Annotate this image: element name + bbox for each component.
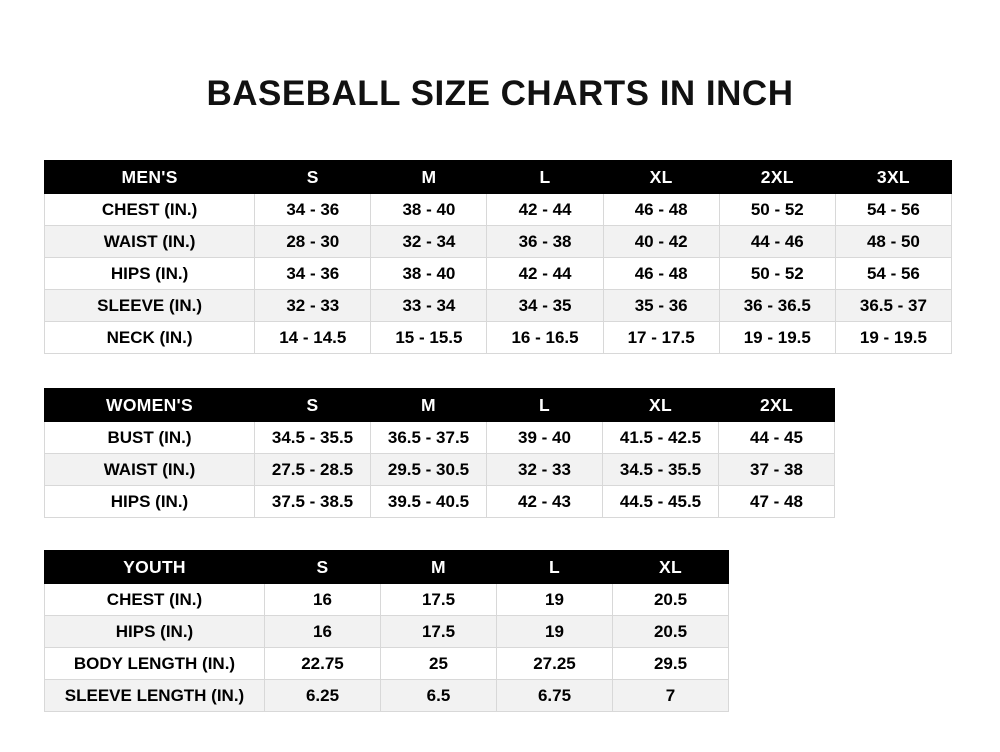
table-cell: 46 - 48	[603, 258, 719, 290]
table-cell: 27.25	[497, 648, 613, 680]
column-header: 3XL	[835, 161, 951, 194]
row-label: NECK (IN.)	[45, 322, 255, 354]
table-cell: 42 - 44	[487, 258, 603, 290]
table-row	[45, 290, 952, 322]
table-cell: 17.5	[381, 616, 497, 648]
row-label: SLEEVE LENGTH (IN.)	[45, 680, 265, 712]
table-cell: 22.75	[265, 648, 381, 680]
table-cell: 42 - 44	[487, 194, 603, 226]
table-cell: 16	[265, 616, 381, 648]
table-cell: 46 - 48	[603, 194, 719, 226]
table-cell: 19	[497, 616, 613, 648]
row-label: HIPS (IN.)	[45, 258, 255, 290]
table-row	[45, 584, 729, 616]
table-cell: 34 - 36	[255, 194, 371, 226]
table-cell: 14 - 14.5	[255, 322, 371, 354]
table-row	[45, 194, 952, 226]
table-row	[45, 680, 729, 712]
table-cell: 54 - 56	[835, 258, 951, 290]
table-cell: 48 - 50	[835, 226, 951, 258]
column-header: WOMEN'S	[45, 389, 255, 422]
column-header: 2XL	[719, 389, 835, 422]
table-cell: 38 - 40	[371, 258, 487, 290]
table-cell: 16	[265, 584, 381, 616]
table-header-row	[45, 389, 835, 422]
row-label: HIPS (IN.)	[45, 486, 255, 518]
table-cell: 34 - 35	[487, 290, 603, 322]
table-cell: 50 - 52	[719, 258, 835, 290]
table-cell: 41.5 - 42.5	[603, 422, 719, 454]
table-row	[45, 226, 952, 258]
table-row	[45, 454, 835, 486]
column-header: YOUTH	[45, 551, 265, 584]
column-header: XL	[603, 389, 719, 422]
row-label: BODY LENGTH (IN.)	[45, 648, 265, 680]
table-cell: 25	[381, 648, 497, 680]
column-header: XL	[613, 551, 729, 584]
row-label: CHEST (IN.)	[45, 194, 255, 226]
table-cell: 40 - 42	[603, 226, 719, 258]
column-header: L	[497, 551, 613, 584]
table-cell: 38 - 40	[371, 194, 487, 226]
column-header: M	[371, 161, 487, 194]
table-cell: 42 - 43	[487, 486, 603, 518]
table-cell: 34 - 36	[255, 258, 371, 290]
table-cell: 47 - 48	[719, 486, 835, 518]
table-row	[45, 258, 952, 290]
table-cell: 19	[497, 584, 613, 616]
table-cell: 28 - 30	[255, 226, 371, 258]
table-row	[45, 422, 835, 454]
table-cell: 32 - 33	[487, 454, 603, 486]
tables-container	[0, 160, 1000, 712]
row-label: HIPS (IN.)	[45, 616, 265, 648]
column-header: M	[381, 551, 497, 584]
column-header: S	[255, 161, 371, 194]
table-cell: 32 - 33	[255, 290, 371, 322]
table-cell: 16 - 16.5	[487, 322, 603, 354]
table-row	[45, 322, 952, 354]
table-cell: 36 - 38	[487, 226, 603, 258]
table-cell: 6.75	[497, 680, 613, 712]
table-row	[45, 648, 729, 680]
table-cell: 39 - 40	[487, 422, 603, 454]
table-cell: 34.5 - 35.5	[255, 422, 371, 454]
column-header: XL	[603, 161, 719, 194]
row-label: BUST (IN.)	[45, 422, 255, 454]
table-cell: 37.5 - 38.5	[255, 486, 371, 518]
youth-size-table	[44, 550, 729, 712]
table-cell: 15 - 15.5	[371, 322, 487, 354]
column-header: L	[487, 161, 603, 194]
row-label: CHEST (IN.)	[45, 584, 265, 616]
table-cell: 32 - 34	[371, 226, 487, 258]
table-cell: 17 - 17.5	[603, 322, 719, 354]
table-header-row	[45, 551, 729, 584]
table-cell: 44 - 46	[719, 226, 835, 258]
table-cell: 29.5	[613, 648, 729, 680]
table-row	[45, 486, 835, 518]
table-cell: 27.5 - 28.5	[255, 454, 371, 486]
column-header: S	[255, 389, 371, 422]
column-header: M	[371, 389, 487, 422]
table-cell: 39.5 - 40.5	[371, 486, 487, 518]
table-cell: 6.5	[381, 680, 497, 712]
row-label: WAIST (IN.)	[45, 454, 255, 486]
table-cell: 36.5 - 37	[835, 290, 951, 322]
table-cell: 19 - 19.5	[835, 322, 951, 354]
mens-size-table	[44, 160, 952, 354]
column-header: L	[487, 389, 603, 422]
womens-size-table	[44, 388, 835, 518]
table-cell: 33 - 34	[371, 290, 487, 322]
table-cell: 19 - 19.5	[719, 322, 835, 354]
table-cell: 6.25	[265, 680, 381, 712]
table-cell: 54 - 56	[835, 194, 951, 226]
column-header: 2XL	[719, 161, 835, 194]
table-cell: 37 - 38	[719, 454, 835, 486]
table-cell: 35 - 36	[603, 290, 719, 322]
table-cell: 20.5	[613, 616, 729, 648]
table-header-row	[45, 161, 952, 194]
table-cell: 20.5	[613, 584, 729, 616]
row-label: WAIST (IN.)	[45, 226, 255, 258]
row-label: SLEEVE (IN.)	[45, 290, 255, 322]
table-cell: 44 - 45	[719, 422, 835, 454]
table-cell: 34.5 - 35.5	[603, 454, 719, 486]
table-cell: 50 - 52	[719, 194, 835, 226]
table-cell: 17.5	[381, 584, 497, 616]
column-header: S	[265, 551, 381, 584]
table-cell: 29.5 - 30.5	[371, 454, 487, 486]
table-row	[45, 616, 729, 648]
table-cell: 44.5 - 45.5	[603, 486, 719, 518]
page-title: BASEBALL SIZE CHARTS IN INCH	[206, 74, 794, 113]
table-cell: 36 - 36.5	[719, 290, 835, 322]
column-header: MEN'S	[45, 161, 255, 194]
table-cell: 7	[613, 680, 729, 712]
table-cell: 36.5 - 37.5	[371, 422, 487, 454]
